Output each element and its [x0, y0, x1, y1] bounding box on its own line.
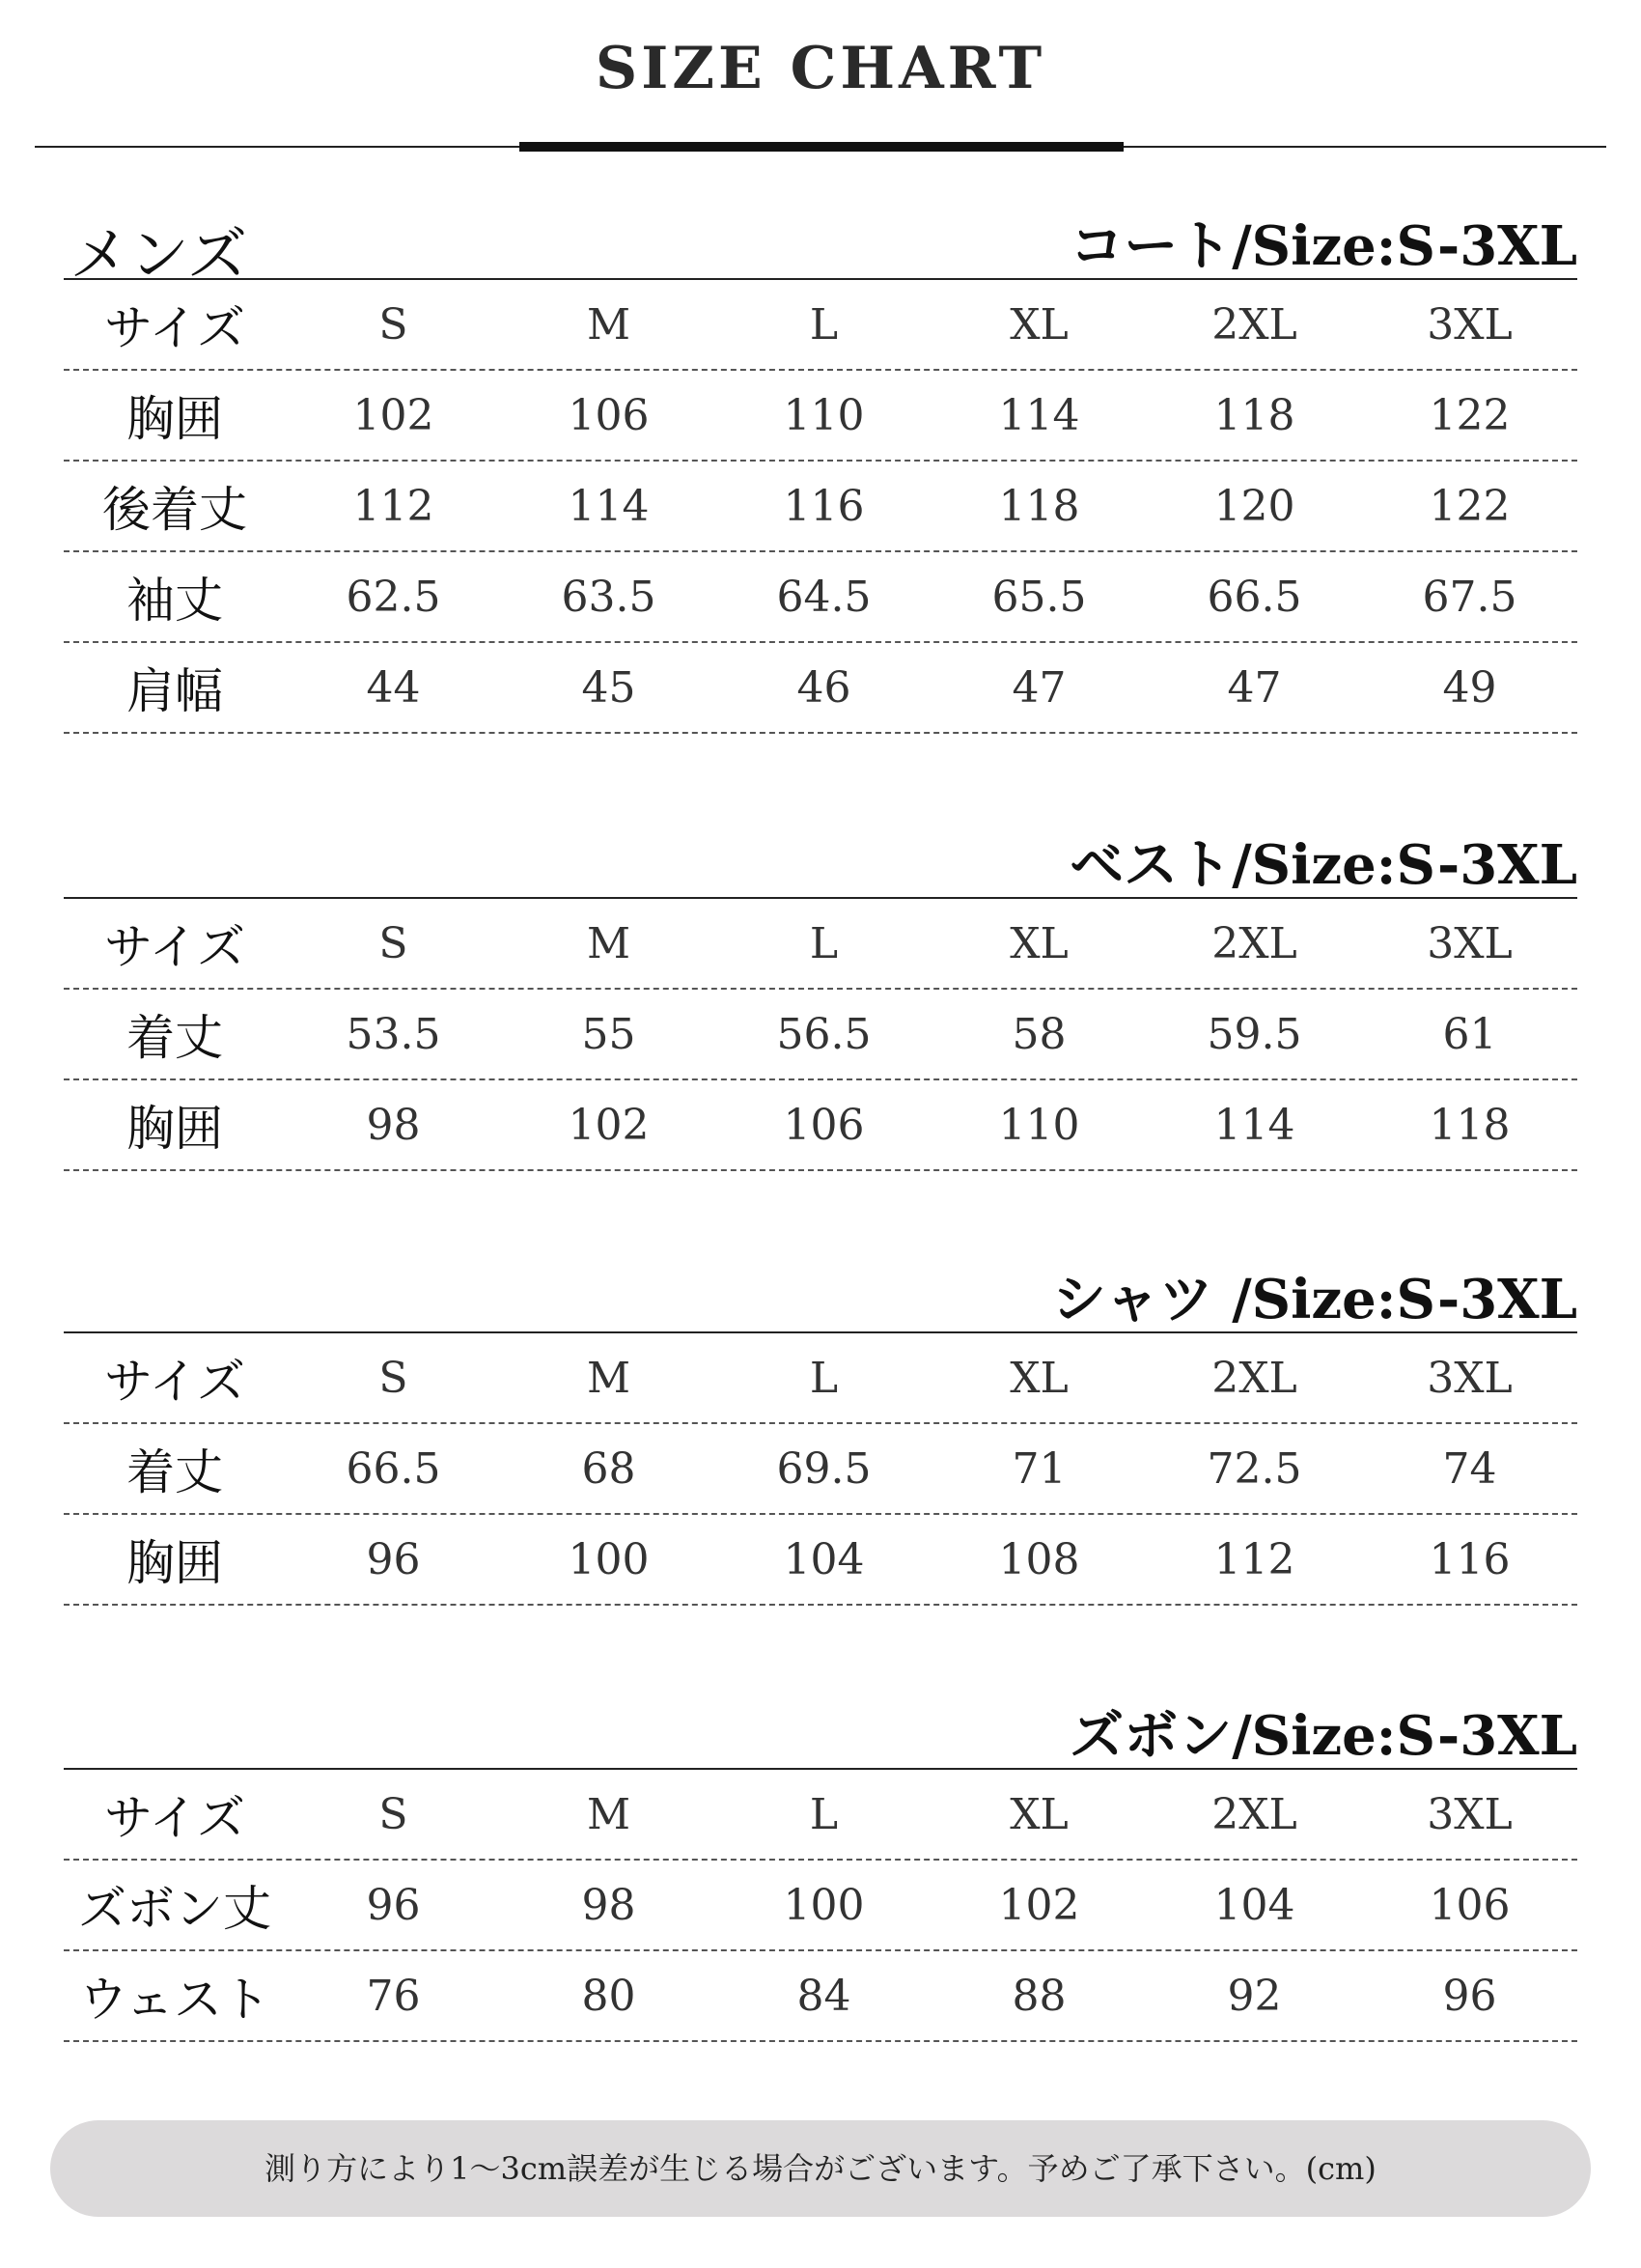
table-cell: XL	[1010, 918, 1069, 968]
table-cell: 76	[366, 1971, 421, 2021]
table-row-size	[64, 280, 1577, 371]
table-cell: S	[378, 299, 408, 350]
table-cell: 118	[1429, 1100, 1511, 1150]
table-cell: 98	[366, 1100, 421, 1150]
table-cell: 102	[998, 1880, 1080, 1930]
row-label: 着丈	[126, 1444, 223, 1500]
table-cell: 58	[1012, 1009, 1067, 1059]
table-cell: 3XL	[1427, 918, 1513, 968]
table-cell: 3XL	[1427, 1789, 1513, 1839]
table-cell: 62.5	[346, 572, 441, 622]
row-label: サイズ	[104, 300, 245, 356]
table-row	[64, 990, 1577, 1080]
gender-label: メンズ	[70, 219, 248, 290]
table-cell: S	[378, 918, 408, 968]
row-label: サイズ	[104, 1354, 245, 1410]
table-cell: 64.5	[776, 572, 872, 622]
table-cell: 112	[352, 481, 434, 531]
table-cell: 84	[796, 1971, 851, 2021]
row-label: サイズ	[104, 919, 245, 975]
table-cell: 2XL	[1211, 1353, 1297, 1403]
table-cell: 47	[1227, 662, 1282, 713]
table-cell: 122	[1429, 481, 1511, 531]
row-label: 袖丈	[126, 573, 223, 629]
table-cell: 102	[568, 1100, 650, 1150]
table-cell: 100	[783, 1880, 865, 1930]
table-cell: 71	[1012, 1443, 1067, 1494]
row-label: 肩幅	[126, 663, 223, 719]
section-heading: ベスト/Size:S-3XL	[64, 833, 1577, 899]
section-heading: シャツ /Size:S-3XL	[64, 1268, 1577, 1333]
table-cell: 44	[366, 662, 421, 713]
table-cell: M	[586, 1353, 631, 1403]
table-cell: 68	[581, 1443, 636, 1494]
table-cell: 63.5	[561, 572, 656, 622]
table-cell: 106	[1429, 1880, 1511, 1930]
row-label: 胸囲	[126, 391, 223, 447]
table-cell: 2XL	[1211, 299, 1297, 350]
table-cell: 66.5	[346, 1443, 441, 1494]
section-heading: コート/Size:S-3XL	[64, 214, 1577, 280]
row-label: 着丈	[126, 1010, 223, 1066]
table-cell: M	[586, 1789, 631, 1839]
table-cell: S	[378, 1353, 408, 1403]
table-cell: 3XL	[1427, 1353, 1513, 1403]
table-cell: 80	[581, 1971, 636, 2021]
table-row	[64, 1951, 1577, 2042]
table-cell: 55	[581, 1009, 636, 1059]
table-cell: 118	[1213, 390, 1295, 440]
table-cell: 96	[366, 1880, 421, 1930]
table-cell: 106	[568, 390, 650, 440]
table-cell: L	[809, 299, 839, 350]
table-cell: L	[809, 918, 839, 968]
table-row	[64, 1080, 1577, 1171]
row-label: 後着丈	[102, 482, 247, 538]
table-cell: 98	[581, 1880, 636, 1930]
table-cell: 47	[1012, 662, 1067, 713]
table-cell: 114	[568, 481, 650, 531]
table-cell: 104	[1213, 1880, 1295, 1930]
table-row	[64, 1861, 1577, 1951]
table-cell: 114	[1213, 1100, 1295, 1150]
table-cell: 74	[1442, 1443, 1497, 1494]
table-cell: 114	[998, 390, 1080, 440]
table-cell: 69.5	[776, 1443, 872, 1494]
table-cell: S	[378, 1789, 408, 1839]
table-cell: 116	[783, 481, 865, 531]
row-label: 胸囲	[126, 1535, 223, 1591]
table-row	[64, 462, 1577, 552]
table-row-size	[64, 899, 1577, 990]
table-cell: 120	[1213, 481, 1295, 531]
measurement-note: 測り方により1～3cm誤差が生じる場合がございます。予めご了承下さい。(cm)	[50, 2120, 1591, 2217]
size-table-vest	[64, 833, 1577, 1171]
table-cell: 3XL	[1427, 299, 1513, 350]
table-cell: 108	[998, 1534, 1080, 1584]
table-cell: M	[586, 299, 631, 350]
table-cell: 53.5	[346, 1009, 441, 1059]
row-label: ウェスト	[79, 1972, 270, 2028]
table-cell: 110	[783, 390, 865, 440]
size-table-coat	[64, 214, 1577, 734]
table-cell: XL	[1010, 1353, 1069, 1403]
table-cell: XL	[1010, 299, 1069, 350]
table-row	[64, 1424, 1577, 1515]
page-title: SIZE CHART	[595, 35, 1046, 102]
table-cell: 110	[998, 1100, 1080, 1150]
table-cell: 49	[1442, 662, 1497, 713]
table-cell: 2XL	[1211, 918, 1297, 968]
section-heading: ズボン/Size:S-3XL	[64, 1704, 1577, 1770]
title-underline-bar	[519, 142, 1124, 152]
table-row	[64, 1515, 1577, 1606]
table-cell: 67.5	[1422, 572, 1517, 622]
table-cell: 100	[568, 1534, 650, 1584]
table-cell: 118	[998, 481, 1080, 531]
table-cell: 88	[1012, 1971, 1067, 2021]
table-cell: 66.5	[1207, 572, 1302, 622]
table-cell: 96	[1442, 1971, 1497, 2021]
table-cell: 56.5	[776, 1009, 872, 1059]
table-cell: 59.5	[1207, 1009, 1302, 1059]
table-row-size	[64, 1770, 1577, 1861]
table-cell: XL	[1010, 1789, 1069, 1839]
table-row-size	[64, 1333, 1577, 1424]
table-cell: 46	[796, 662, 851, 713]
table-cell: 92	[1227, 1971, 1282, 2021]
table-cell: L	[809, 1789, 839, 1839]
table-row	[64, 371, 1577, 462]
table-cell: 45	[581, 662, 636, 713]
size-table-pants	[64, 1704, 1577, 2042]
table-cell: 61	[1442, 1009, 1497, 1059]
table-cell: 65.5	[991, 572, 1087, 622]
table-cell: 102	[352, 390, 434, 440]
table-cell: L	[809, 1353, 839, 1403]
row-label: 胸囲	[126, 1101, 223, 1157]
table-cell: 116	[1429, 1534, 1511, 1584]
table-cell: 106	[783, 1100, 865, 1150]
table-cell: M	[586, 918, 631, 968]
table-cell: 122	[1429, 390, 1511, 440]
table-row	[64, 643, 1577, 734]
table-cell: 112	[1213, 1534, 1295, 1584]
row-label: サイズ	[104, 1790, 245, 1846]
table-cell: 72.5	[1207, 1443, 1302, 1494]
row-label: ズボン丈	[78, 1881, 271, 1937]
table-cell: 2XL	[1211, 1789, 1297, 1839]
table-cell: 104	[783, 1534, 865, 1584]
size-table-shirt	[64, 1268, 1577, 1606]
table-cell: 96	[366, 1534, 421, 1584]
table-row	[64, 552, 1577, 643]
